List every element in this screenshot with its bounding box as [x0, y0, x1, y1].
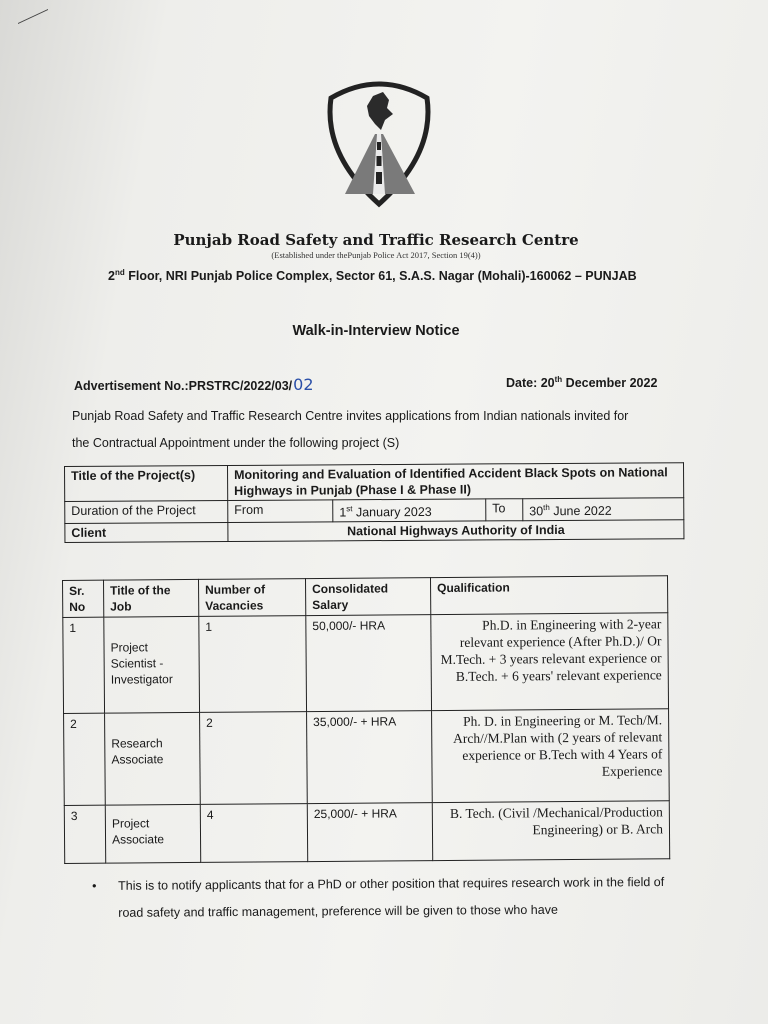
- note-text: This is to notify applicants that for a PhD or other position that requires research work in the field of road safety and traffic management, preference will be given to those who have: [118, 875, 665, 920]
- row-sr: 1: [63, 617, 105, 713]
- table-row: [64, 801, 669, 864]
- header-sr: Sr. No: [63, 580, 104, 617]
- project-table: [64, 462, 684, 543]
- from-date: 1st January 2023: [333, 499, 486, 522]
- client-value: National Highways Authority of India: [228, 520, 684, 542]
- prstrc-logo: [323, 76, 435, 208]
- row-vacancies: 2: [200, 712, 308, 805]
- notice-title: Walk-in-Interview Notice: [292, 323, 460, 339]
- row-title: Project Scientist - Investigator: [104, 616, 200, 713]
- row-vacancies: 1: [199, 616, 307, 713]
- to-date: 30th June 2022: [523, 498, 684, 521]
- row-salary: 25,000/- + HRA: [307, 803, 432, 862]
- row-vacancies: 4: [200, 804, 307, 863]
- row-qualification: B. Tech. (Civil /Mechanical/Production Engineering) or B. Arch: [432, 801, 669, 861]
- from-label: From: [228, 500, 333, 523]
- org-address: 2nd Floor, NRI Punjab Police Complex, Sector 61, S.A.S. Nagar (Mohali)-160062 – PUNJAB: [108, 268, 637, 284]
- header-vacancies: Number of Vacancies: [198, 579, 305, 617]
- table-row: [64, 709, 670, 806]
- jobs-table: [62, 575, 670, 864]
- intro-line-1: Punjab Road Safety and Traffic Research Centre invites applications from Indian nationals invited for: [72, 409, 629, 423]
- bullet-icon: •: [92, 878, 97, 893]
- corner-mark: [18, 0, 48, 24]
- row-salary: 35,000/- + HRA: [307, 711, 433, 804]
- intro-line-2: the Contractual Appointment under the following project (S): [72, 436, 400, 450]
- advertisement-number: Advertisement No.:PRSTRC/2022/03/02: [74, 375, 314, 394]
- org-established: (Established under thePunjab Police Act 2017, Section 19(4)): [271, 250, 481, 260]
- row-sr: 2: [64, 713, 106, 805]
- jobs-header-row: [63, 576, 668, 618]
- row-sr: 3: [64, 805, 105, 863]
- handwritten-number: 02: [293, 375, 314, 394]
- project-title-value: Monitoring and Evaluation of Identified Accident Black Spots on National Highways in Punjab (Phase I & Phase II): [228, 463, 684, 501]
- header-salary: Consolidated Salary: [305, 578, 430, 616]
- header-title: Title of the Job: [104, 579, 199, 617]
- org-name: Punjab Road Safety and Traffic Research Centre: [173, 231, 579, 249]
- row-qualification: Ph. D. in Engineering or M. Tech/M. Arch//M.Plan with (2 years of relevant experience or B.Tech with 4 Years of Experience: [432, 709, 670, 803]
- header-qualification: Qualification: [430, 576, 667, 615]
- row-salary: 50,000/- HRA: [306, 615, 432, 712]
- row-title: Project Associate: [105, 804, 200, 863]
- client-label: Client: [65, 523, 228, 543]
- row-qualification: Ph.D. in Engineering with 2-year relevant experience (After Ph.D.)/ Or M.Tech. + 3 years relevant experience or B.Tech. + 6 years' relevant experience: [431, 613, 669, 711]
- duration-label: Duration of the Project: [65, 501, 228, 524]
- notice-date: Date: 20th December 2022: [506, 375, 658, 391]
- to-label: To: [486, 499, 523, 521]
- table-row: [63, 613, 669, 714]
- project-title-label: Title of the Project(s): [65, 466, 228, 502]
- row-title: Research Associate: [105, 712, 201, 805]
- note-paragraph: [92, 869, 692, 927]
